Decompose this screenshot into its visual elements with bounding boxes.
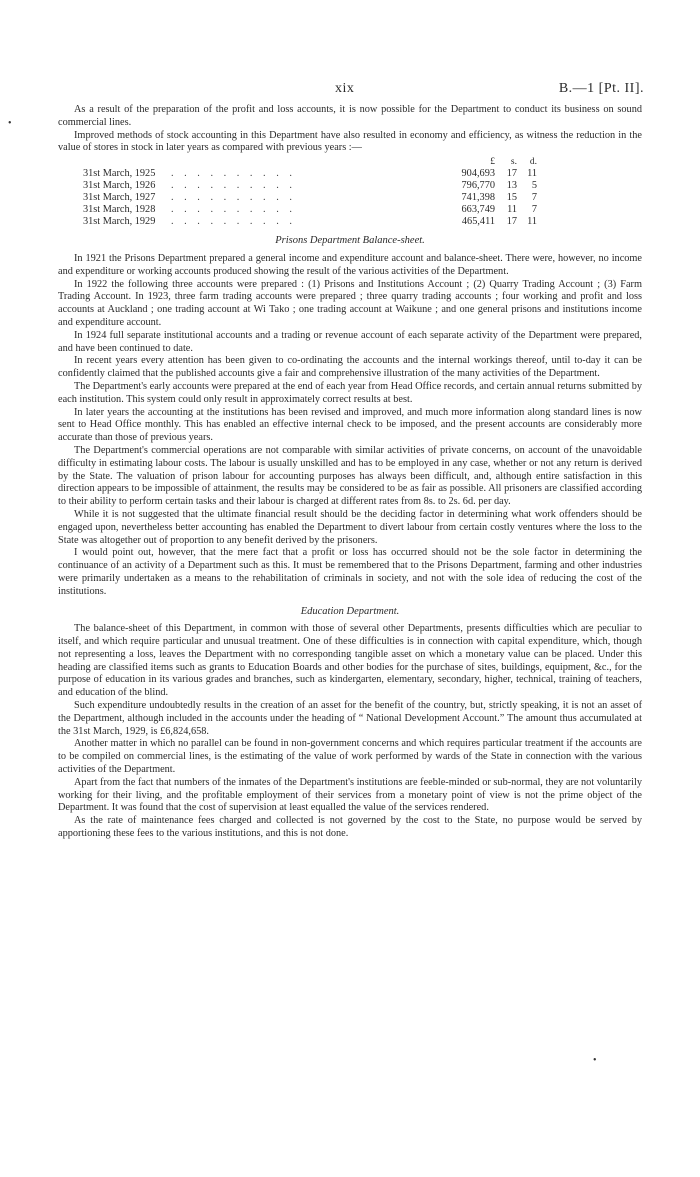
paragraph: While it is not suggested that the ultimate financial result should be the deciding factor in determining what work offenders should be engaged upon, nevertheless better accounting has enabled the Department to divert labour from certain costly ventures where the loss to the State was altogether out of proportion to any benefit derived by the prisoners.: [58, 508, 642, 546]
row-shillings: 17: [506, 168, 517, 180]
section-heading-education: Education Department.: [300, 605, 400, 617]
row-date: 31st March, 1925: [83, 168, 156, 180]
paragraph: In later years the accounting at the institutions has been revised and improved, and much more information along standard lines is now sent to Head Office monthly. This has enabled an effective internal check to be imposed, and the present accounts are considerably more accurate than those of previous years.: [58, 406, 642, 444]
paragraph: Improved methods of stock accounting in this Department have also resulted in economy and efficiency, as witness the reduction in the value of stores in stock in later years as compared with previous years :—: [58, 129, 642, 154]
paragraph: In 1924 full separate institutional accounts and a trading or revenue account of each separate activity of the Department were prepared, and have been continued to date.: [58, 329, 642, 354]
row-pence: 5: [531, 180, 537, 192]
row-pence: 7: [531, 204, 537, 216]
paragraph: The Department's early accounts were prepared at the end of each year from Head Office records, and certain annual returns submitted by each institution. This system could only result in approximately correct results at best.: [58, 380, 642, 405]
bottom-mark: •: [593, 1055, 597, 1066]
row-pounds: 663,749: [461, 204, 495, 216]
table-row: [83, 180, 537, 192]
row-shillings: 13: [506, 180, 517, 192]
parliamentary-paper-reference: B.—1 [Pt. II].: [558, 81, 644, 96]
row-pounds: 741,398: [461, 192, 495, 204]
row-shillings: 17: [506, 216, 517, 228]
row-shillings: 11: [507, 204, 517, 216]
leader-dots: . . . . . . . . . .: [171, 216, 296, 228]
section-heading-prisons: Prisons Department Balance-sheet.: [275, 235, 425, 247]
row-date: 31st March, 1928: [83, 204, 156, 216]
row-date: 31st March, 1927: [83, 192, 156, 204]
row-pounds: 904,693: [461, 168, 495, 180]
table-row: [83, 204, 537, 216]
row-date: 31st March, 1926: [83, 180, 156, 192]
paragraph: Such expenditure undoubtedly results in the creation of an asset for the benefit of the country, but, strictly speaking, it is not an asset of the Department, although included in the accounts under the heading of “ National Development Account.” The amount thus accumulated at the 31st March, 1929, is £6,824,658.: [58, 700, 642, 737]
paragraph: The Department's commercial operations are not comparable with similar activities of private concerns, on account of the unavoidable difficulty in estimating labour costs. The labour is usually unskilled and has to be employed in any case, whether or not any return is derived by the State. The valuation of prison labour for accounting purposes has always been difficult, and, although entire satisfaction in this direction appears to be impossible of attainment, the results may be considered to be as fair as possible. All prisoners are classified according to their ability to perform certain tasks and their labour is charged at different rates from 8s. to 2s. 6d. per day.: [58, 444, 642, 508]
table-header-row: [83, 156, 537, 168]
leader-dots: . . . . . . . . . .: [171, 168, 296, 180]
row-pounds: 465,411: [461, 216, 495, 228]
paragraph: Another matter in which no parallel can be found in non-government concerns and which requires particular treatment if the accounts are to be compiled on commercial lines, is the estimating of the value of work performed by wards of the State in connection with the various activities of the Department.: [58, 738, 642, 776]
paragraph: As the rate of maintenance fees charged and collected is not governed by the cost to the State, no purpose would be served by apportioning these fees to the various institutions, and this is not done.: [58, 815, 642, 840]
paragraph: In 1922 the following three accounts were prepared : (1) Prisons and Institutions Account ; (2) Quarry Trading Account ; (3) Farm Trading Account. In 1923, three farm trading accounts were prepared ; three quarry trading accounts ; four working and profit and loss accounts at Auckland ; one trading account at Wi Tako ; one trading account at Waikune ; and one general prisons and institutions income and expenditure account.: [58, 278, 642, 328]
leader-dots: . . . . . . . . . .: [171, 192, 296, 204]
margin-mark: •: [8, 118, 12, 129]
pounds-header: £: [490, 157, 495, 168]
document-body: [58, 104, 642, 841]
pence-header: d.: [529, 157, 537, 168]
table-row: [83, 192, 537, 204]
table-row: [83, 216, 537, 228]
page-number: xix: [335, 81, 355, 96]
paragraph: As a result of the preparation of the profit and loss accounts, it is now possible for the Department to conduct its business on sound commercial lines.: [58, 104, 642, 128]
row-pounds: 796,770: [461, 180, 495, 192]
leader-dots: . . . . . . . . . .: [171, 204, 296, 216]
paragraph: The balance-sheet of this Department, in common with those of several other Departments, presents difficulties which are peculiar to itself, and which require particular and unusual treatment. One of these difficulties is in connection with capital expenditure, which, though not representing a loss, leaves the Department with no corresponding tangible asset on which a monetary value can be placed. Under this heading are classified items such as grants to Education Boards and other bodies for the purchase of sites, buildings, equipment, &c., for the purpose of education in its various grades and branches, such as kindergarten, elementary, secondary, higher, technical, training of teachers, and education of the blind.: [58, 623, 642, 699]
row-date: 31st March, 1929: [83, 216, 156, 228]
row-shillings: 15: [506, 192, 517, 204]
row-pence: 11: [527, 168, 537, 180]
stores-value-table: [83, 156, 537, 228]
paragraph: I would point out, however, that the mere fact that a profit or loss has occurred should not be the sole factor in determining the continuance of an activity of a Department such as this. It must be remembered that to the Prisons Department, farming and other industries were primarily undertaken as a means to the rehabilitation of criminals in society, and not with the sole idea of reducing the cost of the institutions.: [58, 547, 642, 597]
row-pence: 11: [527, 216, 537, 228]
table-row: [83, 168, 537, 180]
leader-dots: . . . . . . . . . .: [171, 180, 296, 192]
shillings-header: s.: [510, 157, 517, 168]
paragraph: Apart from the fact that numbers of the inmates of the Department's institutions are feeble-minded or sub-normal, they are not voluntarily working for their living, and the profitable employment of their services from a monetary point of view is not the prime object of the Department. It was found that the cost of supervision at least equalled the value of the services rendered.: [58, 776, 642, 814]
paragraph: In recent years every attention has been given to co-ordinating the accounts and the internal workings thereof, until to-day it can be confidently claimed that the published accounts give a fair and comprehensive illustration of the many activities of the Department.: [58, 355, 642, 380]
paragraph: In 1921 the Prisons Department prepared a general income and expenditure account and balance-sheet. There were, however, no income and expenditure or working accounts produced showing the result of the various activities of the Department.: [58, 252, 642, 277]
row-pence: 7: [531, 192, 537, 204]
